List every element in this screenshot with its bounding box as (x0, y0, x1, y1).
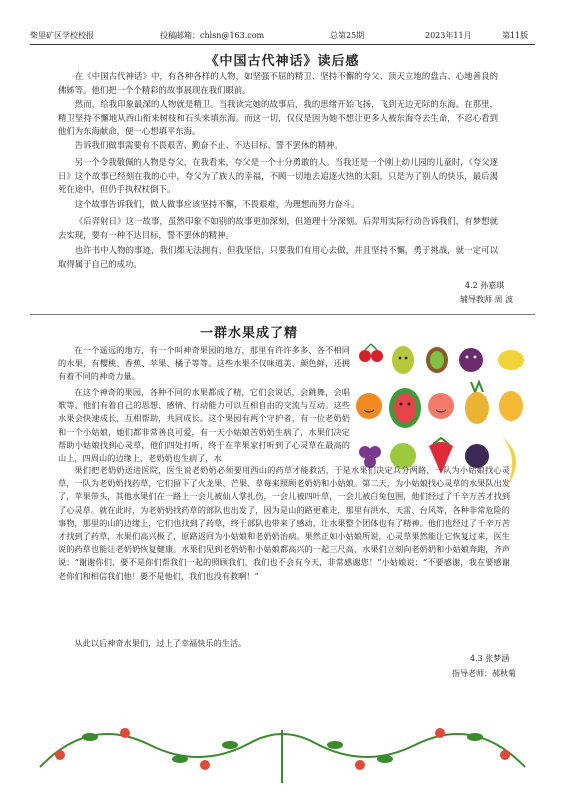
watermelon-icon (389, 388, 421, 428)
article2-author: 4.3 张梦涵 (470, 654, 510, 663)
article1-paragraph: 在《中国古代神话》中，有各种各样的人物，如坚强不屈的精卫、坚持不懈的夸父、顶天立地的盘古、心地善良的佛姊等。他们把一个个精彩的故事展现在我们眼前。 (58, 71, 498, 95)
submission-email: 投稿邮箱：chlsn@163.com (160, 31, 265, 40)
issue-date: 2023年11月 (425, 31, 472, 40)
peach-icon (428, 393, 454, 419)
article2-paragraph: 果们把老奶奶送进医院，医生说老奶奶必须要用西山的药草才能救活，于是水果们决定兵分两路，一队为小姑娘找心灵草，一队为老奶奶找药草，它们留下了火龙果、芒果、草莓来照顾老奶奶和小姑娘。第二天，为小姑娘找心灵草的水果队出发了，苹果带头，其他水果们在一路上一会儿被仙人掌扎伤，一会儿被四叶草，一会儿被白兔包围，他们经过了千辛万苦才找到了心灵草。就在此时，为老奶奶找药草的部队也出发了，因为是山的路更难走，那里有洪水、天雷、台风等，各种非常危险的事物，那里的山的边缘上，它们也找到了药草，终于部队也带来了感动，让水果整个团体也有了精神。他们也经过了千辛万苦才找到了药草，水果们高兴极了，原路返回为小姑娘和老奶奶治病。果然正如小姑娘所说，心灵草果然能让它恢复过来，医生说的药草也能让老奶奶恢复健康。水果们见到老奶奶和小姑娘都高兴的一起三尺高，水果们立刻向老奶奶和小姑娘奔跑，齐声说：“谢谢你们，要不是你们帮我们一起的照顾我们，我们也不会有今天，非常感谢您！”小姑娘说：“不要感谢，我在要感谢老你们和相信我们他！要不是他们，我们也没有救啊！” (58, 465, 510, 581)
article1-paragraph: 《后羿射日》这一故事，虽然印象不如别的故事更加深刻，但道理十分深刻。后羿用实际行动告诉我们，有梦想就去实现，要有一种不达目标，誓不罢休的精神。 (58, 216, 498, 240)
article1-author: 4.2 孙嘉琪 (465, 281, 505, 290)
article2-paragraph: 从此以后神奇水果们，过上了幸福快乐的生活。 (74, 638, 247, 648)
orange-icon (356, 393, 382, 419)
edition-number: 第11版 (502, 31, 529, 40)
pineapple-icon (465, 382, 489, 424)
article1-title: 《中国古代神话》读后感 (205, 54, 360, 69)
article1-paragraph: 告诉我们做事需要有不畏艰苦、勤奋不止、不达目标、誓不罢休的精神。 (74, 140, 343, 150)
lemon-icon (498, 350, 524, 370)
article1-paragraph: 另一个令我敬佩的人物是夸父，在我看来，夸父是一个十分勇敢的人。当我还是一个刚上幼儿园的儿童时，《夸父逐日》这个故事已经刻在我的心中，夸父为了族人的幸福，不顾一切地去追逐火热的太阳，只是为了别人的快乐，最后渴死在途中，但仍手执权杖倒下。 (58, 157, 498, 194)
flower-vine-border (30, 675, 535, 785)
article1-paragraph: 然而，给我印象最深的人物就是精卫。当我读完她的故事后，我的思绪开始飞扬，飞到无边无际的东海。在那里，精卫坚持不懈地从西山衔来树枝和石头来填东海。而这一切，仅仅是因为她不想让更多人被东海夺去生命，不忍心看到他们为东海献命，便一心想填平东海。 (58, 99, 498, 136)
article1-paragraph: 也许书中人物的事迹，我们都无法拥有，但我坚信，只要我们有用心去做，并且坚持不懈，勇于挑战，就一定可以取得属于自己的成功。 (58, 245, 498, 269)
page-header (30, 30, 535, 45)
article1-paragraph: 这个故事告诉我们，做人做事应该坚持不懈，不畏艰难，为理想而努力奋斗。 (74, 199, 360, 209)
article2-paragraph: 在这个神奇的果园，各种不同的水果都成了精，它们会说话，会跳舞，会唱歌等，他们有着自己的思想、感情、行动能力可以互相自由的交流与互动。这些水果会快速成长，互相帮助，共同成长。这个果园有两个守护者，有一位老奶奶和一个小姑娘，她们都非常善良可爱，有一天小姑娘苦奶奶生病了，水果们决定帮助小姑娘找到心灵草，他们四处打听，终于在苹果家打听到了心灵草在最高的山上，四周山的边缘上，老奶奶也生病了，水 (58, 387, 350, 464)
article2-teacher: 指导老师：郝秋菊 (452, 669, 516, 678)
kiwi-icon (426, 347, 448, 373)
article2-paragraph: 在一个遥远的地方，有一个叫神奇果园的地方，那里有许许多多、各不相同的水果，有樱桃、香蕉、苹果、橘子等等。这些水果不仅味道美、颜色鲜，还拥有着不同的神奇力量。 (58, 345, 350, 382)
article2-title: 一群水果成了精 (200, 326, 299, 341)
section-divider (30, 314, 535, 315)
issue-number: 总第25期 (330, 31, 365, 40)
plum-icon (459, 348, 483, 372)
article1-teacher: 辅导教师 周 波 (460, 295, 514, 304)
school-name: 柴里矿区学校校报 (30, 31, 94, 40)
cherry-icon (359, 344, 383, 362)
pear-icon (392, 346, 414, 374)
mango-icon (499, 391, 523, 421)
